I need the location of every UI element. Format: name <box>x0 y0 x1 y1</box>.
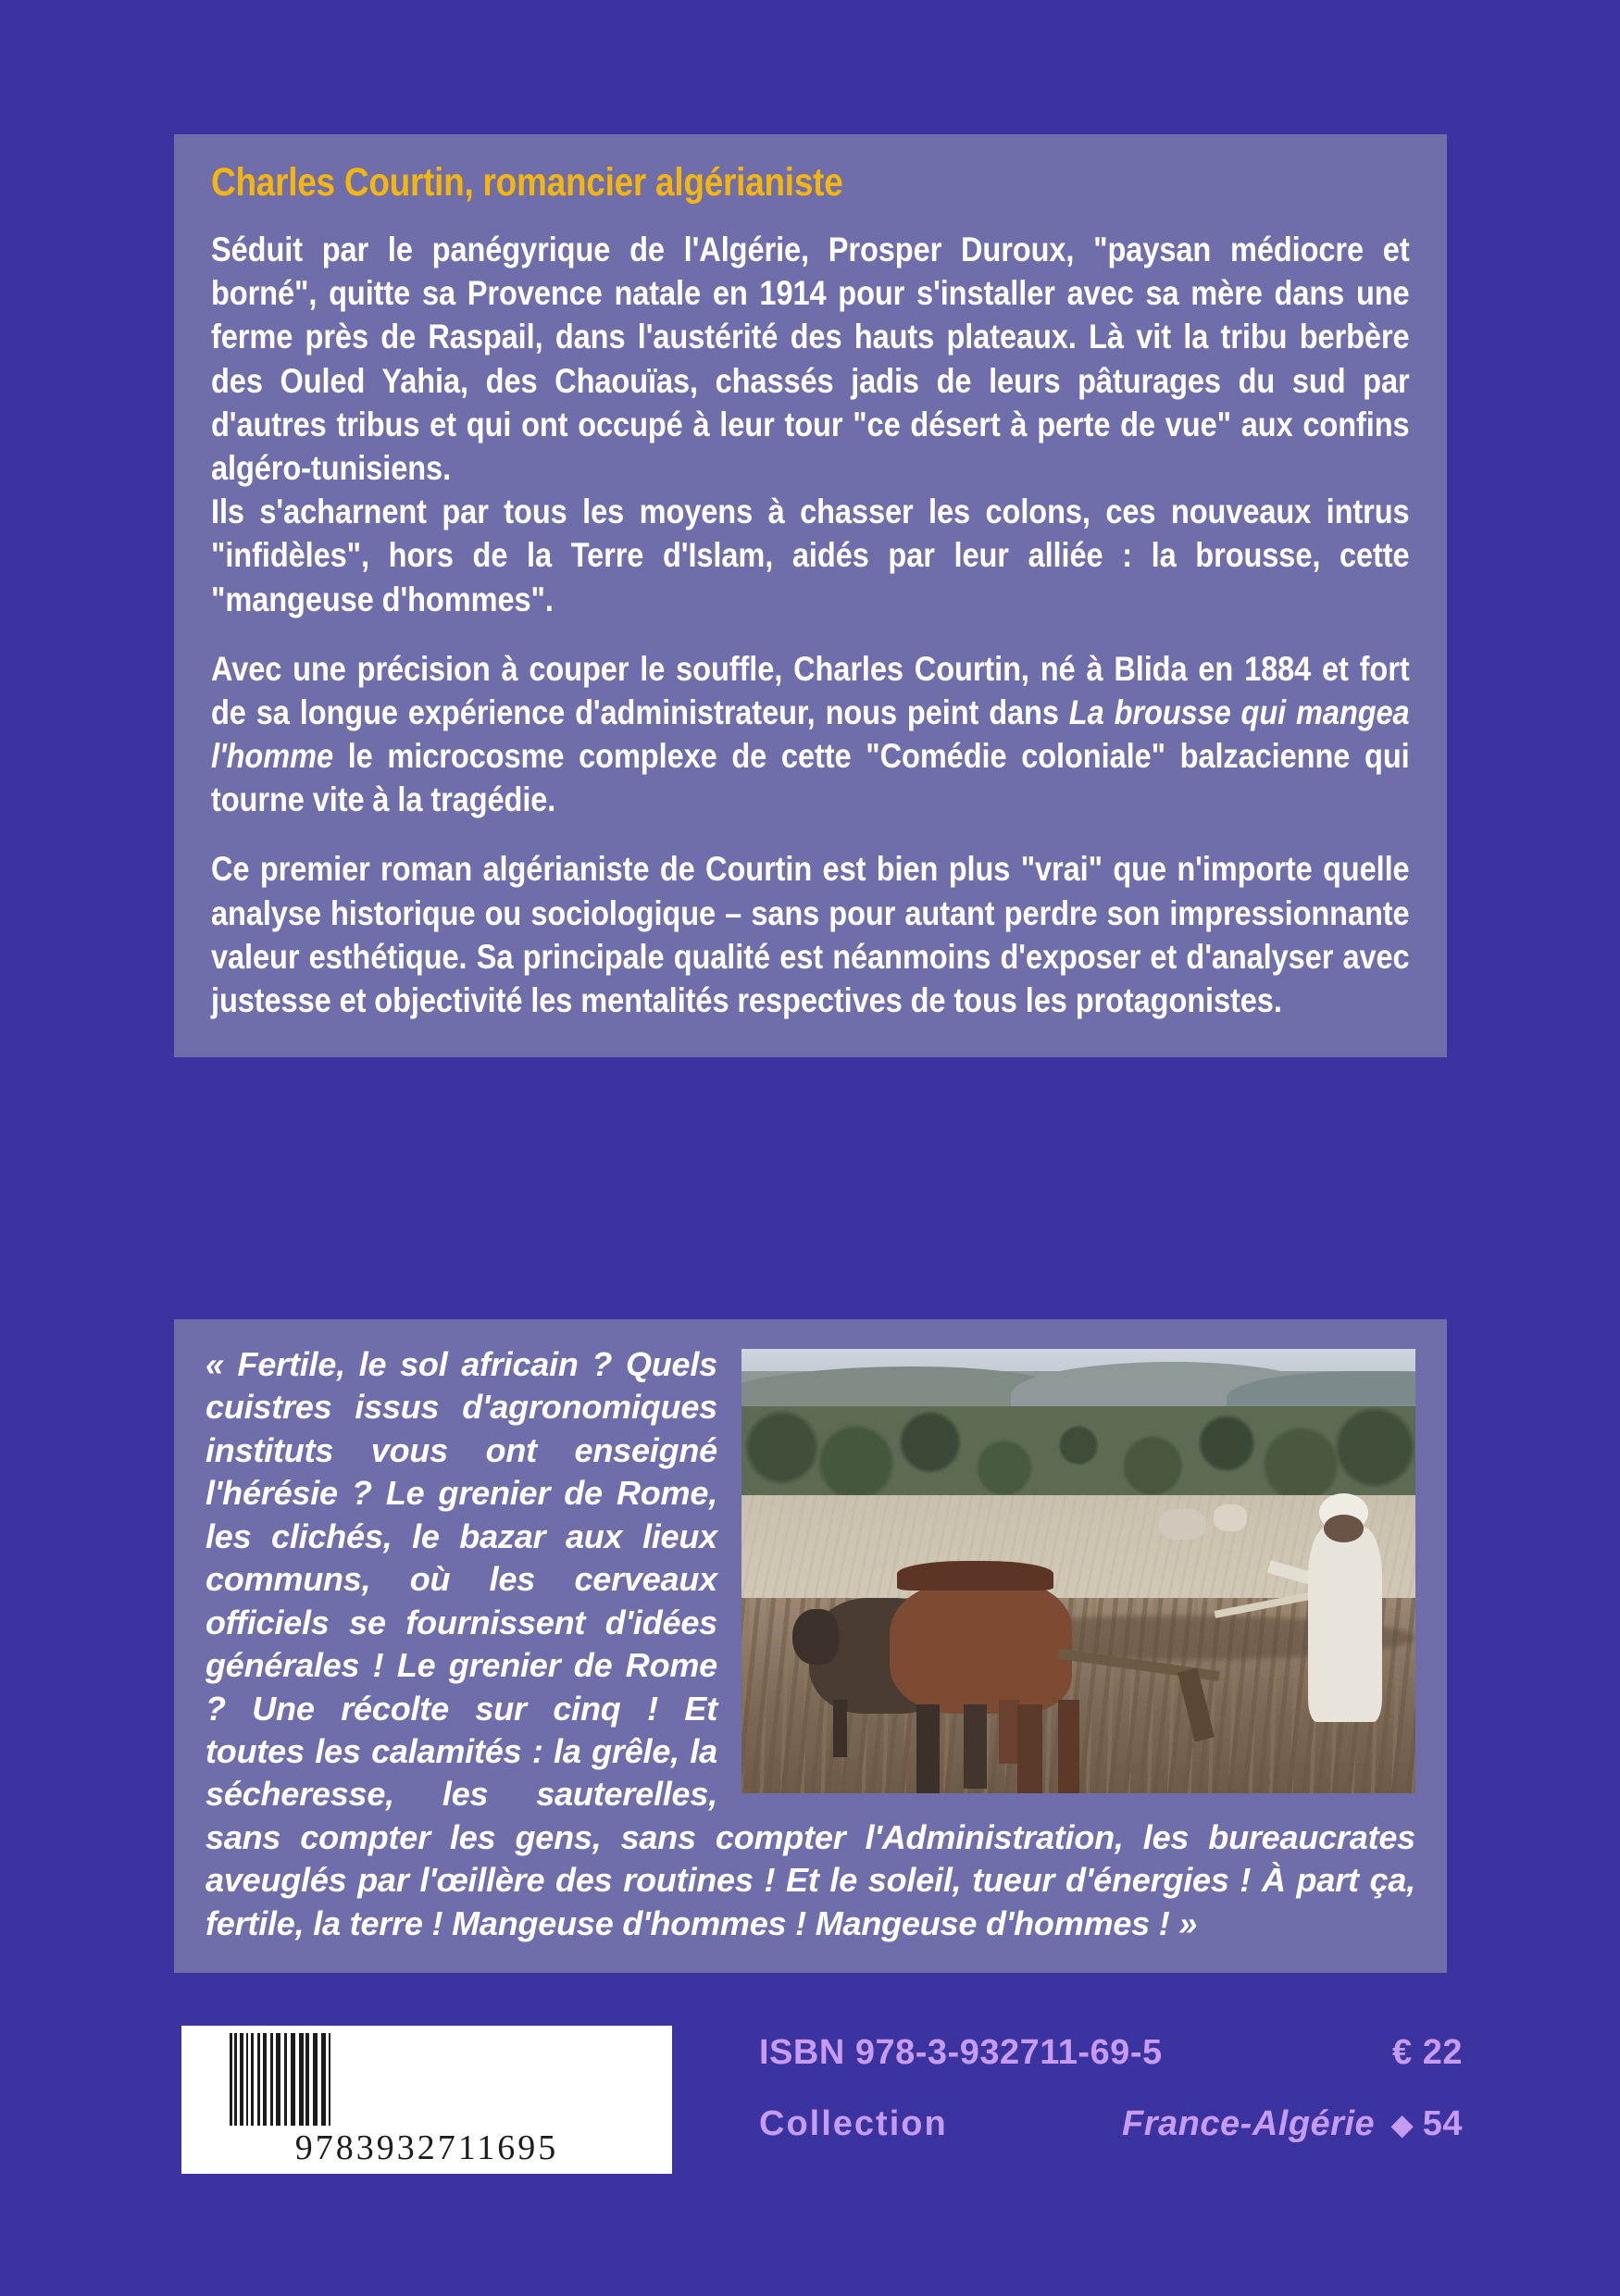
photo-mule-leg-2 <box>964 1704 987 1789</box>
blurb-paragraph-3-tail: le microcosme complexe de cette "Comédie coloniale" balzacienne qui tourne vite à la tragédie. <box>211 737 1410 819</box>
collection-name: France-Algérie <box>1122 2104 1376 2143</box>
barcode-number: 9783932711695 <box>294 2128 559 2167</box>
photo-distant-animal-1 <box>1159 1509 1206 1541</box>
book-title-italic: La brousse qui mangea l'homme <box>211 693 1410 776</box>
paragraph-spacer <box>211 621 1410 647</box>
blurb-paragraph-4: Ce premier roman algérianiste de Courtin est bien plus "vrai" que n'importe quelle analyse historique ou sociologique – sans pour autant perdre son impressionnante valeur esthétique. Sa principale qualité est néanmoins d'exposer et d'analyser avec justesse et objectivité les mentalités respectives de tous les protagonistes. <box>211 850 1410 1019</box>
farmer-ploughing-photo <box>741 1349 1415 1793</box>
footer-collection-row <box>759 2104 1463 2144</box>
blurb-title: Charles Courtin, romancier algérianiste <box>211 160 843 205</box>
photo-olive-grove <box>741 1406 1415 1508</box>
collection-right <box>1122 2104 1463 2144</box>
blurb-panel <box>174 134 1447 1057</box>
collection-label: Collection <box>759 2104 948 2143</box>
blurb-paragraph-1: Séduit par le panégyrique de l'Algérie, Prosper Duroux, "paysan médiocre et borné", quitte sa Provence natale en 1914 pour s'installer avec sa mère dans une ferme près de Raspail, dans l'austérité des hauts plateaux. Là vit la tribu berbère des Ouled Yahia, des Chaouïas, chassés jadis de leurs pâturages du sud par d'autres tribus et qui ont occupé à leur tour "ce désert à perte de vue" aux confins algéro-tunisiens. <box>211 231 1410 487</box>
footer-info <box>759 2033 1463 2144</box>
diamond-icon: ◆ <box>1391 2110 1414 2141</box>
paragraph-spacer-2 <box>211 821 1410 847</box>
barcode-bars <box>191 2033 663 2126</box>
footer-isbn-row <box>759 2033 1463 2073</box>
quote-text: « Fertile, le sol africain ? Quels cuistres issus d'agronomiques instituts vous ont enseigné l'hérésie ? Le grenier de Rome, les clichés, le bazar aux lieux communs, où les cerveaux officiels se fournissent d'idées générales ! Le grenier de Rome ? Une récolte sur cinq ! Et toutes les calamités : la grêle, la sécheresse, les sauterelles, sans compter les gens, sans compter l'Administration, les bureaucrates aveuglés par l'œillère des routines ! Et le soleil, tueur d'énergies ! À part ça, fertile, la terre ! Mangeuse d'hommes ! Mangeuse d'hommes ! » <box>206 1345 1415 1942</box>
price-text: € 22 <box>1392 2033 1463 2072</box>
photo-farmer <box>1308 1527 1382 1722</box>
isbn-text: ISBN 978-3-932711-69-5 <box>759 2033 1163 2072</box>
photo-mule-leg-3 <box>1017 1704 1041 1793</box>
blurb-paragraph-3-lead: Avec une précision à couper le souffle, Charles Courtin, né à Blida en 1884 et fort de sa longue expérience d'administrateur, nous peint dans <box>211 649 1410 731</box>
quote-panel <box>174 1319 1447 1973</box>
barcode <box>181 2026 672 2174</box>
photo-mule-leg-1 <box>916 1704 940 1793</box>
blurb-paragraph-3 <box>211 647 1410 822</box>
photo-distant-animal-2 <box>1214 1504 1247 1531</box>
blurb-paragraph-2: Ils s'acharnent par tous les moyens à chasser les colons, ces nouveaux intrus "infidèles", hors de la Terre d'Islam, aidés par leur alliée : la brousse, cette "mangeuse d'hommes". <box>211 493 1410 618</box>
photo-mule-leg-4 <box>1058 1700 1079 1793</box>
photo-mule-brown <box>890 1580 1072 1714</box>
collection-number: 54 <box>1422 2104 1463 2143</box>
